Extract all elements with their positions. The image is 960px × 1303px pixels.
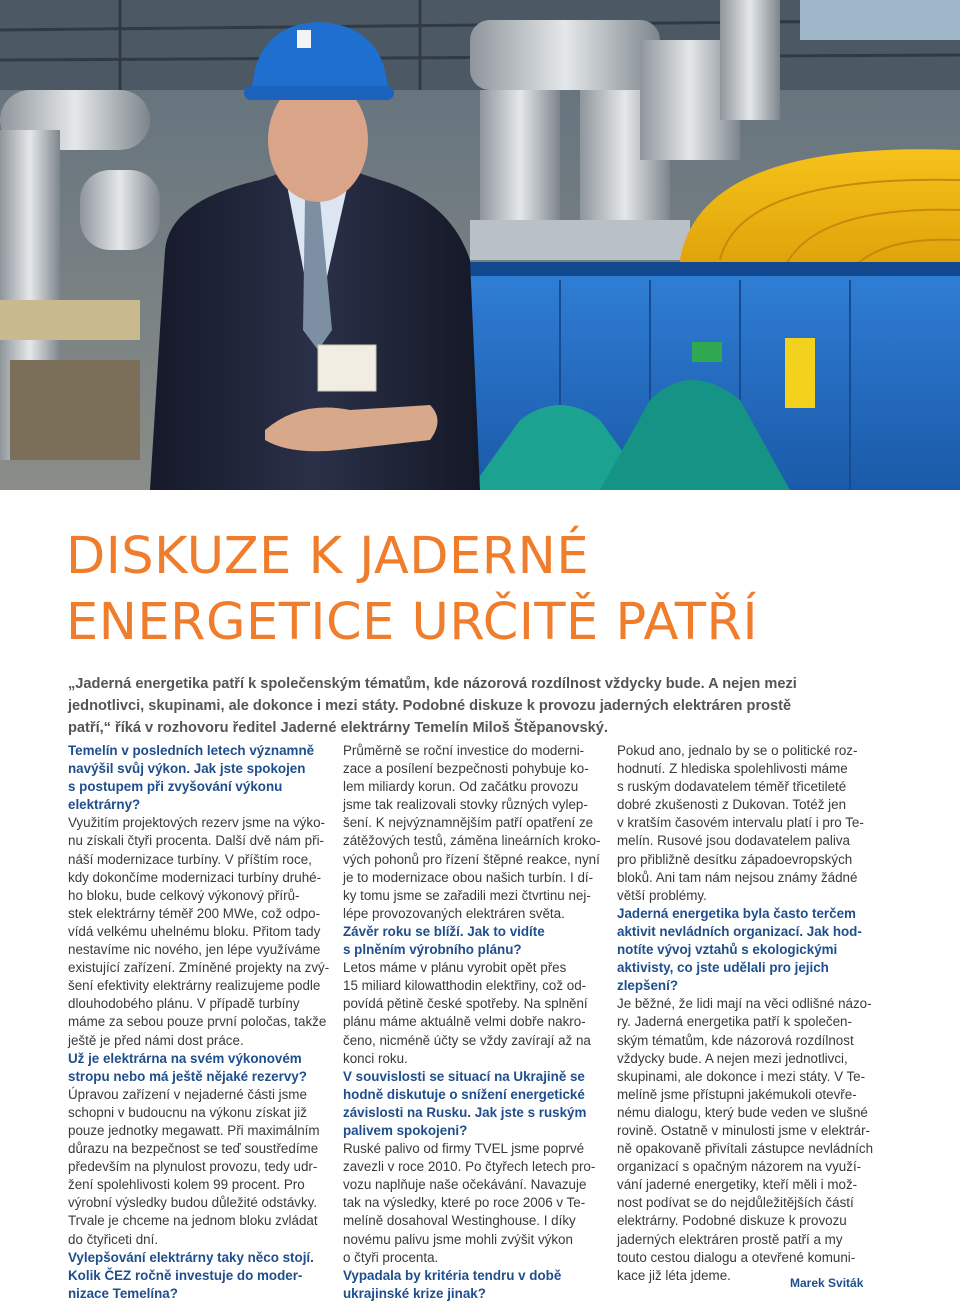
text-column-2 — [343, 742, 603, 1303]
body-text-line: dlouhodobého plánu. V případě turbíny — [68, 996, 300, 1012]
text-column-1 — [68, 742, 328, 1303]
body-text-line: kace již léta jdeme. — [617, 1267, 731, 1283]
interview-question-line: stropu nebo má ještě nějaké rezervy? — [68, 1068, 307, 1084]
interview-question-line: aktivit nevládních organizací. Jak hod- — [617, 923, 862, 939]
body-text-line: nestavíme nic nového, jen lépe využíváme — [68, 942, 321, 958]
interview-question-line: Kolik ČEZ ročně investuje do moder- — [68, 1267, 303, 1283]
article-lead — [68, 673, 898, 739]
author-name: Marek Sviták — [790, 1276, 864, 1290]
body-text-line: melíně dosahoval Westinghouse. I díky — [343, 1213, 576, 1229]
body-text-line: rovině. Ostatně v minulosti jsme v elektrár- — [617, 1122, 871, 1138]
lead-line: patří,“ říká v rozhovoru ředitel Jaderné elektrárny Temelín Miloš Štěpanovský. — [68, 720, 608, 736]
body-text-line: čeno, nicméně účty se vždy zavírají až na — [343, 1032, 591, 1048]
interview-question-line: Vylepšování elektrárny taky něco stojí. — [68, 1249, 314, 1265]
body-text-line: Je běžné, že lidi mají na věci odlišné názo- — [617, 996, 872, 1012]
interview-question-line: navýšil svůj výkon. Jak jste spokojen — [68, 761, 306, 777]
body-text-line: v kratším časovém intervalu platí i pro Te- — [617, 815, 864, 831]
body-text-line: šení. K nejvýznamnějším patří opatření ze — [343, 815, 594, 831]
body-text-line: 15 miliard kilowatthodin elektřiny, což od- — [343, 978, 587, 994]
interview-question-line: Už je elektrárna na svém výkonovém — [68, 1050, 302, 1066]
body-text-line: zátěžových testů, záměna lineárních kroko- — [343, 833, 601, 849]
body-text-line: touto cestou dialogu a otevřené komuni- — [617, 1249, 856, 1265]
body-text-line: výrobní výsledky budou důležité odstávky. — [68, 1195, 318, 1211]
body-text-line: existující zařízení. Zmíněné projekty na zvý- — [68, 960, 330, 976]
body-text-line: vídá velkému uhelnému bloku. Přitom tady — [68, 923, 321, 939]
body-text-line: nu získali čtyři procenta. Další dvě nám při- — [68, 833, 325, 849]
body-text-line: do čtyřiceti dní. — [68, 1231, 159, 1247]
body-text-line: Ruské palivo od firmy TVEL jsme poprvé — [343, 1141, 585, 1157]
body-text-line: ským tématům, kde názorová rozdílnost — [617, 1032, 854, 1048]
interview-question-line: elektrárny? — [68, 797, 141, 813]
body-text-line: Letos máme v plánu vyrobit opět přes — [343, 960, 567, 976]
body-text-line: novému palivu jsme mohli zvýšit výkon — [343, 1231, 573, 1247]
body-text-line: ně opakovaně přivítali zástupce nevládních — [617, 1141, 874, 1157]
text-column-3 — [617, 742, 877, 1285]
body-text-line: zace a posílení bezpečnosti pohybuje ko- — [343, 761, 589, 777]
body-text-line: větší problémy. — [617, 887, 707, 903]
body-text-line: ještě je před námi dost práce. — [68, 1032, 244, 1048]
body-text-line: nému dialogu, který bude veden ve slušné — [617, 1104, 868, 1120]
body-text-line: šení efektivity elektrárny realizujeme podle — [68, 978, 321, 994]
interview-question-line: Jaderná energetika byla často terčem — [617, 905, 856, 921]
lead-line: „Jaderná energetika patří k společenským tématům, kde názorová rozdílnost vždycky bude. A nejen mezi — [68, 676, 797, 692]
body-text-line: především na plynulost provozu, tedy udr- — [68, 1159, 318, 1175]
body-text-line: jaderných elektráren prostě patří a my — [617, 1231, 843, 1247]
interview-question-line: V souvislosti se situací na Ukrajině se — [343, 1068, 585, 1084]
body-text-line: tak na výsledky, které po roce 2006 v Te- — [343, 1195, 586, 1211]
body-text-line: skupinami, ale dokonce i mezi státy. V Te- — [617, 1068, 866, 1084]
body-text-line: vých pohonů pro řízení štěpné reakce, nyní — [343, 851, 600, 867]
body-text-line: je to modernizace obou našich turbín. I dí- — [343, 869, 594, 885]
interview-question-line: palivem spokojeni? — [343, 1122, 468, 1138]
interview-question-line: zlepšení? — [617, 978, 679, 994]
body-text-line: máme za sebou pouze první poločas, takže — [68, 1014, 327, 1030]
body-text-line: nost podívat se do nejdůležitějších částí — [617, 1195, 854, 1211]
body-text-line: pro přibližně desítku západoevropských — [617, 851, 853, 867]
body-text-line: Trvale je chceme na jednom bloku zvládat — [68, 1213, 318, 1229]
body-text-line: stek elektrárny téměř 200 MWe, což odpo- — [68, 905, 321, 921]
body-text-line: melín. Rusové jsou dodavatelem paliva — [617, 833, 850, 849]
body-text-line: plánu máme aktuálně velmi dobře nakro- — [343, 1014, 586, 1030]
body-text-line: bloků. Ani tam nám nejsou známy žádné — [617, 869, 858, 885]
interview-question-line: s postupem při zvyšování výkonu — [68, 779, 283, 795]
body-text-line: Využitím projektových rezerv jsme na výko- — [68, 815, 325, 831]
body-text-line: hodnutí. Z hlediska spolehlivosti máme — [617, 761, 848, 777]
interview-question-line: závislosti na Rusku. Jak jste s ruským — [343, 1104, 587, 1120]
body-text-line: vání jaderné energetiky, kteří měli i mož- — [617, 1177, 858, 1193]
interview-question-line: ukrajinské krize jinak? — [343, 1285, 486, 1301]
body-text-line: schopni v budoucnu na výkonu získat již — [68, 1104, 307, 1120]
interview-question-line: Závěr roku se blíží. Jak to vidíte — [343, 923, 545, 939]
interview-question-line: notíte vývoj vztahů s ekologickými — [617, 942, 838, 958]
body-text-line: melíně jsme přístupni jakémukoli otevře- — [617, 1086, 857, 1102]
body-text-line: ho bloku, bude celkový výkonový přírů- — [68, 887, 300, 903]
body-text-line: ky tomu jsme se zařadili mezi čtvrtinu nej- — [343, 887, 591, 903]
headline-line-1: DISKUZE K JADERNÉ — [66, 527, 590, 586]
body-text-line: Průměrně se roční investice do moderni- — [343, 743, 585, 758]
body-text-line: náší modernizace turbíny. V příštím roce, — [68, 851, 312, 867]
body-text-line: elektrárny. Podobné diskuze k provozu — [617, 1213, 847, 1229]
body-text-line: konci roku. — [343, 1050, 408, 1066]
body-text-line: vždycky bude. A nejen mezi jednotlivci, — [617, 1050, 848, 1066]
body-text-line: organizací s opačným názorem na využí- — [617, 1159, 862, 1175]
body-text-line: žení spolehlivosti kolem 99 procent. Pro — [68, 1177, 305, 1193]
body-text-line: s ruským dodavatelem téměř třicetileté — [617, 779, 847, 795]
body-text-line: pouze jednotky megawatt. Při maximálním — [68, 1122, 320, 1138]
body-text-line: ry. Jaderná energetika patří k společen- — [617, 1014, 852, 1030]
body-text-line: povídá pětině české spotřeby. Na splnění — [343, 996, 588, 1012]
body-text-line: důrazu na bezpečnost se teď soustředíme — [68, 1141, 319, 1157]
interview-question-line: Temelín v posledních letech významně — [68, 743, 315, 758]
interview-question-line: nizace Temelína? — [68, 1285, 178, 1301]
body-text-line: jsme tak realizovali stovky různých vylep- — [343, 797, 588, 813]
lead-line: jednotlivci, skupinami, ale dokonce i mezi státy. Podobné diskuze k provozu jaderných elektráren prostě — [68, 698, 792, 714]
body-text-line: dobré zkušenosti z Dukovan. Totéž jen — [617, 797, 847, 813]
body-text-line: lem miliardy korun. Od začátku provozu — [343, 779, 579, 795]
interview-question-line: aktivisty, co jste udělali pro jejich — [617, 960, 829, 976]
body-text-line: kdy dokončíme modernizaci turbíny druhé- — [68, 869, 322, 885]
body-text-line: lépe provozovaných elektráren světa. — [343, 905, 565, 921]
body-text-line: zavezli v roce 2010. Po čtyřech letech pro- — [343, 1159, 596, 1175]
body-text-line: Úpravou zařízení v nejaderné části jsme — [68, 1086, 307, 1102]
body-text-line: vozu naplňuje naše očekávání. Navazuje — [343, 1177, 587, 1193]
interview-question-line: s plněním výrobního plánu? — [343, 942, 522, 958]
body-text-line: o čtyři procenta. — [343, 1249, 439, 1265]
interview-question-line: hodně diskutuje o snížení energetické — [343, 1086, 585, 1102]
hero-photo — [0, 0, 960, 490]
interview-question-line: Vypadala by kritéria tendru v době — [343, 1267, 562, 1283]
article-headline — [66, 524, 946, 656]
body-text-line: Pokud ano, jednalo by se o politické roz- — [617, 743, 858, 758]
headline-line-2: ENERGETICE URČITĚ PATŘÍ — [66, 593, 759, 652]
